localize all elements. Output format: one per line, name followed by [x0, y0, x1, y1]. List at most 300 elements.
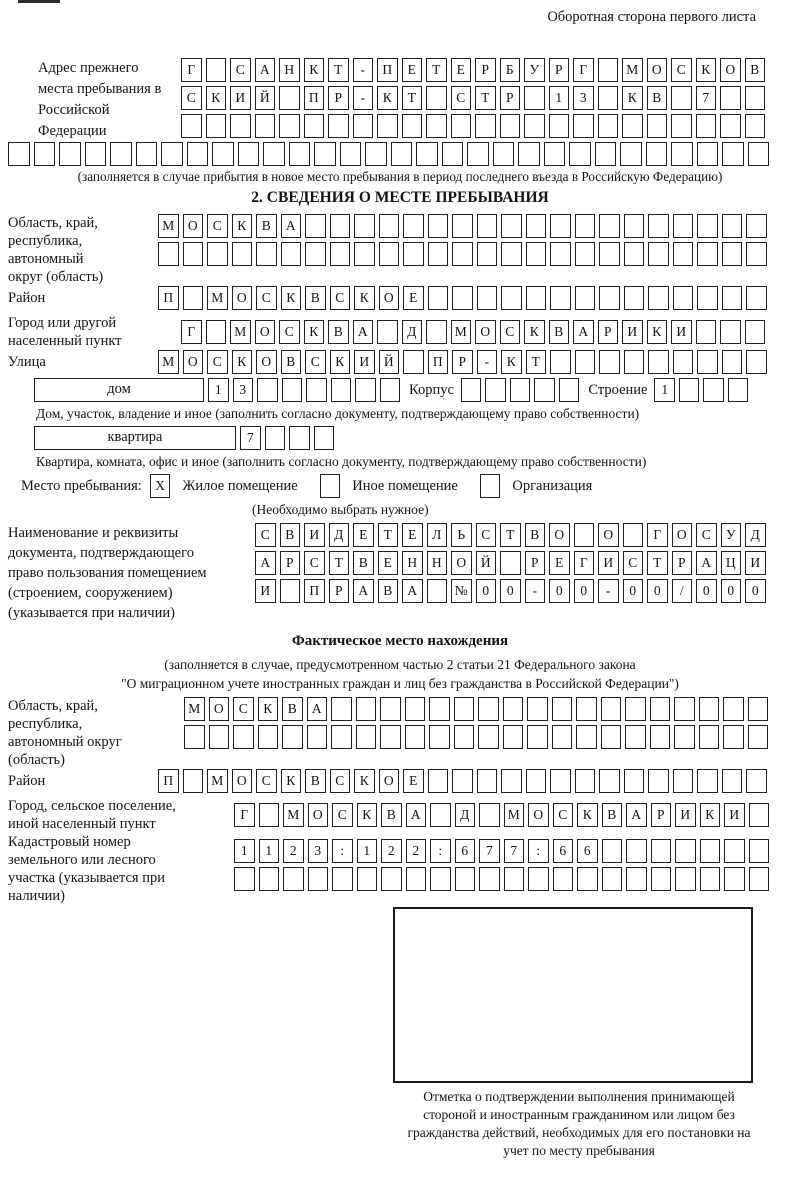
char-box — [598, 86, 619, 110]
char-box — [354, 214, 375, 238]
char-box: 1 — [654, 378, 675, 402]
char-box: С — [181, 86, 202, 110]
char-box: А — [255, 58, 276, 82]
char-box — [265, 426, 286, 450]
char-box: А — [406, 803, 427, 827]
char-box: П — [304, 86, 325, 110]
char-box — [651, 867, 672, 891]
char-box: Й — [255, 86, 276, 110]
char-box: Д — [329, 523, 350, 547]
char-box: Д — [402, 320, 423, 344]
char-box: Т — [328, 58, 349, 82]
char-box: 7 — [240, 426, 261, 450]
char-box — [403, 214, 424, 238]
char-box — [405, 697, 426, 721]
char-box — [308, 867, 329, 891]
document-label: Наименование и реквизиты документа, подтверждающего право пользования помещением (строением, сооружением) (указывается при наличии) — [8, 525, 207, 621]
char-box — [552, 725, 573, 749]
fact-gorod-block — [8, 797, 792, 833]
char-box — [550, 350, 571, 374]
char-box: С — [500, 320, 521, 344]
char-box — [477, 242, 498, 266]
char-box: П — [158, 286, 179, 310]
char-box — [648, 286, 669, 310]
char-box: К — [354, 286, 375, 310]
char-box — [700, 867, 721, 891]
char-box — [620, 142, 642, 166]
char-box: № — [451, 579, 472, 603]
char-box — [477, 214, 498, 238]
char-box: Т — [426, 58, 447, 82]
char-box: В — [353, 551, 374, 575]
char-box — [430, 803, 451, 827]
char-box: Р — [500, 86, 521, 110]
char-box — [626, 867, 647, 891]
char-box: С — [330, 769, 351, 793]
kvartira-box: квартира — [34, 426, 236, 450]
char-box — [330, 242, 351, 266]
fact-gorod-label: Город, сельское поселение, иной населенный пункт — [8, 798, 176, 832]
char-box — [331, 697, 352, 721]
char-box — [526, 214, 547, 238]
char-box — [377, 320, 398, 344]
char-box: А — [696, 551, 717, 575]
cell-row — [181, 58, 792, 82]
char-box: М — [283, 803, 304, 827]
char-box — [259, 803, 280, 827]
char-box — [455, 867, 476, 891]
char-box: 6 — [577, 839, 598, 863]
char-box — [259, 867, 280, 891]
char-box: О — [255, 320, 276, 344]
char-box: С — [553, 803, 574, 827]
char-box: Р — [672, 551, 693, 575]
char-box — [206, 58, 227, 82]
char-box: В — [305, 769, 326, 793]
char-box — [430, 867, 451, 891]
oblast-block — [8, 214, 792, 286]
option-inoe-label: Иное помещение — [352, 478, 458, 494]
char-box: О — [232, 286, 253, 310]
char-box — [479, 867, 500, 891]
char-box: О — [232, 769, 253, 793]
char-box: 1 — [208, 378, 229, 402]
dom-row — [8, 378, 792, 402]
korpus-cells — [461, 378, 584, 402]
char-box — [696, 320, 717, 344]
char-box: Е — [403, 769, 424, 793]
cell-row — [158, 242, 792, 266]
char-box — [477, 286, 498, 310]
char-box — [720, 86, 741, 110]
char-box — [355, 378, 376, 402]
char-box — [305, 242, 326, 266]
char-box: И — [230, 86, 251, 110]
raion-block — [8, 286, 792, 314]
char-box — [648, 350, 669, 374]
char-box: К — [700, 803, 721, 827]
char-box — [673, 242, 694, 266]
char-box: Й — [379, 350, 400, 374]
char-box — [510, 378, 531, 402]
char-box: С — [256, 286, 277, 310]
char-box: Ц — [721, 551, 742, 575]
char-box — [697, 350, 718, 374]
char-box: А — [281, 214, 302, 238]
char-box: О — [183, 214, 204, 238]
char-box: С — [696, 523, 717, 547]
cell-row — [234, 803, 792, 827]
char-box — [673, 214, 694, 238]
char-box: А — [353, 320, 374, 344]
char-box — [461, 378, 482, 402]
char-box — [230, 114, 251, 138]
char-box — [403, 242, 424, 266]
char-box: 1 — [259, 839, 280, 863]
char-box — [331, 725, 352, 749]
char-box — [526, 769, 547, 793]
char-box — [696, 114, 717, 138]
char-box: Р — [598, 320, 619, 344]
char-box: А — [353, 579, 374, 603]
char-box — [595, 142, 617, 166]
char-box — [544, 142, 566, 166]
char-box: Р — [651, 803, 672, 827]
char-box — [673, 769, 694, 793]
char-box — [748, 142, 770, 166]
char-box: М — [451, 320, 472, 344]
fact-note-1: (заполняется в случае, предусмотренном частью 2 статьи 21 Федерального закона — [164, 657, 636, 672]
char-box — [475, 114, 496, 138]
char-box — [379, 242, 400, 266]
char-box — [625, 697, 646, 721]
cell-row — [184, 697, 792, 721]
char-box — [501, 214, 522, 238]
char-box — [626, 839, 647, 863]
char-box — [304, 114, 325, 138]
char-box — [283, 867, 304, 891]
char-box — [181, 114, 202, 138]
korpus-label: Корпус — [409, 382, 454, 398]
char-box — [624, 350, 645, 374]
char-box — [601, 697, 622, 721]
char-box: О — [379, 286, 400, 310]
char-box: И — [255, 579, 276, 603]
oblast-rows — [158, 214, 792, 270]
char-box — [527, 725, 548, 749]
char-box — [314, 426, 335, 450]
char-box — [724, 839, 745, 863]
char-box: К — [357, 803, 378, 827]
char-box: Е — [378, 551, 399, 575]
dom-box: дом — [34, 378, 204, 402]
mesto-row — [8, 474, 792, 498]
char-box — [577, 867, 598, 891]
char-box: - — [353, 86, 374, 110]
char-box: К — [304, 58, 325, 82]
char-box: О — [308, 803, 329, 827]
char-box: Н — [427, 551, 448, 575]
char-box — [467, 142, 489, 166]
char-box — [451, 114, 472, 138]
char-box: В — [745, 58, 766, 82]
char-box — [500, 114, 521, 138]
char-box — [703, 378, 724, 402]
char-box — [289, 142, 311, 166]
char-box: И — [304, 523, 325, 547]
char-box: 0 — [549, 579, 570, 603]
char-box — [452, 214, 473, 238]
char-box — [380, 725, 401, 749]
char-box: Т — [402, 86, 423, 110]
char-box — [601, 725, 622, 749]
char-box: О — [475, 320, 496, 344]
char-box — [500, 551, 521, 575]
char-box — [8, 142, 30, 166]
char-box: К — [647, 320, 668, 344]
char-box: М — [158, 214, 179, 238]
char-box — [403, 350, 424, 374]
char-box: В — [602, 803, 623, 827]
char-box: В — [256, 214, 277, 238]
char-box — [405, 725, 426, 749]
char-box — [184, 725, 205, 749]
char-box — [258, 725, 279, 749]
char-box: 0 — [647, 579, 668, 603]
char-box: К — [281, 769, 302, 793]
char-box — [501, 769, 522, 793]
char-box — [674, 725, 695, 749]
char-box — [576, 725, 597, 749]
char-box: Е — [451, 58, 472, 82]
char-box — [479, 803, 500, 827]
char-box — [206, 114, 227, 138]
gorod-label: Город или другой населенный пункт — [8, 315, 122, 349]
char-box: В — [281, 350, 302, 374]
char-box — [622, 114, 643, 138]
char-box — [306, 378, 327, 402]
char-box — [307, 725, 328, 749]
char-box — [136, 142, 158, 166]
char-box: М — [158, 350, 179, 374]
char-box — [477, 769, 498, 793]
char-box: 6 — [455, 839, 476, 863]
char-box — [280, 579, 301, 603]
char-box — [553, 867, 574, 891]
char-box — [428, 242, 449, 266]
char-box: 1 — [357, 839, 378, 863]
char-box: Н — [279, 58, 300, 82]
char-box — [452, 769, 473, 793]
char-box — [575, 769, 596, 793]
char-box — [722, 286, 743, 310]
char-box: 3 — [233, 378, 254, 402]
char-box — [429, 725, 450, 749]
char-box — [354, 242, 375, 266]
kvartira-note: Квартира, комната, офис и иное (заполнить согласно документу, подтверждающему право собственности) — [36, 454, 647, 469]
char-box: О — [209, 697, 230, 721]
char-box: Г — [234, 803, 255, 827]
char-box — [650, 725, 671, 749]
char-box: - — [525, 579, 546, 603]
prev-address-note: (заполняется в случае прибытия в новое место пребывания в период последнего въезда в Российскую Федерацию) — [77, 169, 723, 184]
fact-raion-label: Район — [8, 773, 46, 789]
char-box — [501, 242, 522, 266]
char-box — [340, 142, 362, 166]
char-box: С — [330, 286, 351, 310]
char-box — [722, 242, 743, 266]
ulitsa-label: Улица — [8, 354, 46, 370]
char-box — [305, 214, 326, 238]
char-box — [623, 523, 644, 547]
char-box: 1 — [234, 839, 255, 863]
char-box: 2 — [283, 839, 304, 863]
char-box: П — [428, 350, 449, 374]
char-box — [428, 214, 449, 238]
char-box — [356, 697, 377, 721]
char-box: 7 — [696, 86, 717, 110]
cell-row — [181, 114, 792, 138]
char-box — [110, 142, 132, 166]
char-box: С — [233, 697, 254, 721]
dom-number-cells — [208, 378, 404, 402]
char-box — [749, 839, 770, 863]
char-box: Ь — [451, 523, 472, 547]
char-box — [454, 697, 475, 721]
char-box: О — [720, 58, 741, 82]
char-box — [699, 697, 720, 721]
char-box: Д — [455, 803, 476, 827]
char-box — [625, 725, 646, 749]
char-box: С — [476, 523, 497, 547]
char-box — [59, 142, 81, 166]
char-box — [233, 725, 254, 749]
char-box: В — [378, 579, 399, 603]
char-box: Е — [402, 523, 423, 547]
char-box — [624, 769, 645, 793]
char-box: С — [305, 350, 326, 374]
char-box — [212, 142, 234, 166]
cell-row — [234, 867, 792, 891]
char-box — [524, 86, 545, 110]
char-box — [314, 142, 336, 166]
char-box — [238, 142, 260, 166]
char-box: П — [304, 579, 325, 603]
char-box: Г — [574, 551, 595, 575]
char-box — [209, 725, 230, 749]
char-box: К — [258, 697, 279, 721]
char-box — [722, 142, 744, 166]
char-box: Б — [500, 58, 521, 82]
checkbox-organizaciya — [480, 474, 501, 498]
char-box — [573, 114, 594, 138]
char-box — [723, 725, 744, 749]
char-box — [187, 142, 209, 166]
char-box — [671, 142, 693, 166]
char-box — [428, 286, 449, 310]
dom-note: Дом, участок, владение и иное (заполнить согласно документу, подтверждающему право собственности) — [36, 406, 640, 421]
char-box: С — [207, 214, 228, 238]
char-box — [697, 142, 719, 166]
char-box: 2 — [381, 839, 402, 863]
char-box — [381, 867, 402, 891]
kadastr-block — [8, 833, 792, 905]
char-box: Г — [181, 320, 202, 344]
char-box — [748, 725, 769, 749]
fact-oblast-label: Область, край, республика, автономный округ (область) — [8, 698, 122, 768]
char-box — [675, 867, 696, 891]
char-box — [526, 286, 547, 310]
char-box: Р — [475, 58, 496, 82]
char-box — [671, 114, 692, 138]
char-box — [575, 242, 596, 266]
char-box — [282, 378, 303, 402]
char-box: 0 — [500, 579, 521, 603]
char-box — [648, 214, 669, 238]
char-box: Т — [526, 350, 547, 374]
char-box — [575, 286, 596, 310]
stamp-caption: Отметка о подтверждении выполнения принимающей стороной и иностранным гражданином или лицом без гражданства действий, необходимых для его постановки на учет по месту пребывания — [407, 1089, 751, 1158]
char-box — [527, 697, 548, 721]
char-box — [183, 769, 204, 793]
cell-row — [158, 350, 792, 374]
char-box — [328, 114, 349, 138]
char-box: К — [696, 58, 717, 82]
char-box: А — [626, 803, 647, 827]
fact-note-2: "О миграционном учете иностранных граждан и лиц без гражданства в Российской Федерации") — [121, 676, 679, 691]
char-box — [745, 86, 766, 110]
char-box: С — [332, 803, 353, 827]
char-box — [379, 214, 400, 238]
char-box — [377, 114, 398, 138]
char-box — [599, 242, 620, 266]
char-box: 6 — [553, 839, 574, 863]
char-box — [263, 142, 285, 166]
option-organizaciya-label: Организация — [512, 478, 593, 494]
char-box — [745, 114, 766, 138]
char-box — [723, 697, 744, 721]
scan-artifact — [18, 0, 60, 3]
char-box: Й — [476, 551, 497, 575]
char-box: : — [528, 839, 549, 863]
char-box — [183, 286, 204, 310]
char-box: С — [451, 86, 472, 110]
char-box — [402, 114, 423, 138]
char-box — [426, 320, 447, 344]
char-box — [697, 214, 718, 238]
char-box — [648, 769, 669, 793]
char-box: М — [207, 286, 228, 310]
char-box: К — [232, 350, 253, 374]
char-box: : — [332, 839, 353, 863]
char-box: И — [671, 320, 692, 344]
char-box — [650, 697, 671, 721]
char-box: И — [675, 803, 696, 827]
char-box: / — [672, 579, 693, 603]
char-box — [234, 867, 255, 891]
char-box — [331, 378, 352, 402]
char-box — [722, 350, 743, 374]
char-box — [722, 214, 743, 238]
char-box: 7 — [504, 839, 525, 863]
char-box — [365, 142, 387, 166]
char-box — [183, 242, 204, 266]
char-box: С — [230, 58, 251, 82]
char-box: Р — [280, 551, 301, 575]
char-box: Д — [745, 523, 766, 547]
char-box: С — [255, 523, 276, 547]
char-box: М — [230, 320, 251, 344]
